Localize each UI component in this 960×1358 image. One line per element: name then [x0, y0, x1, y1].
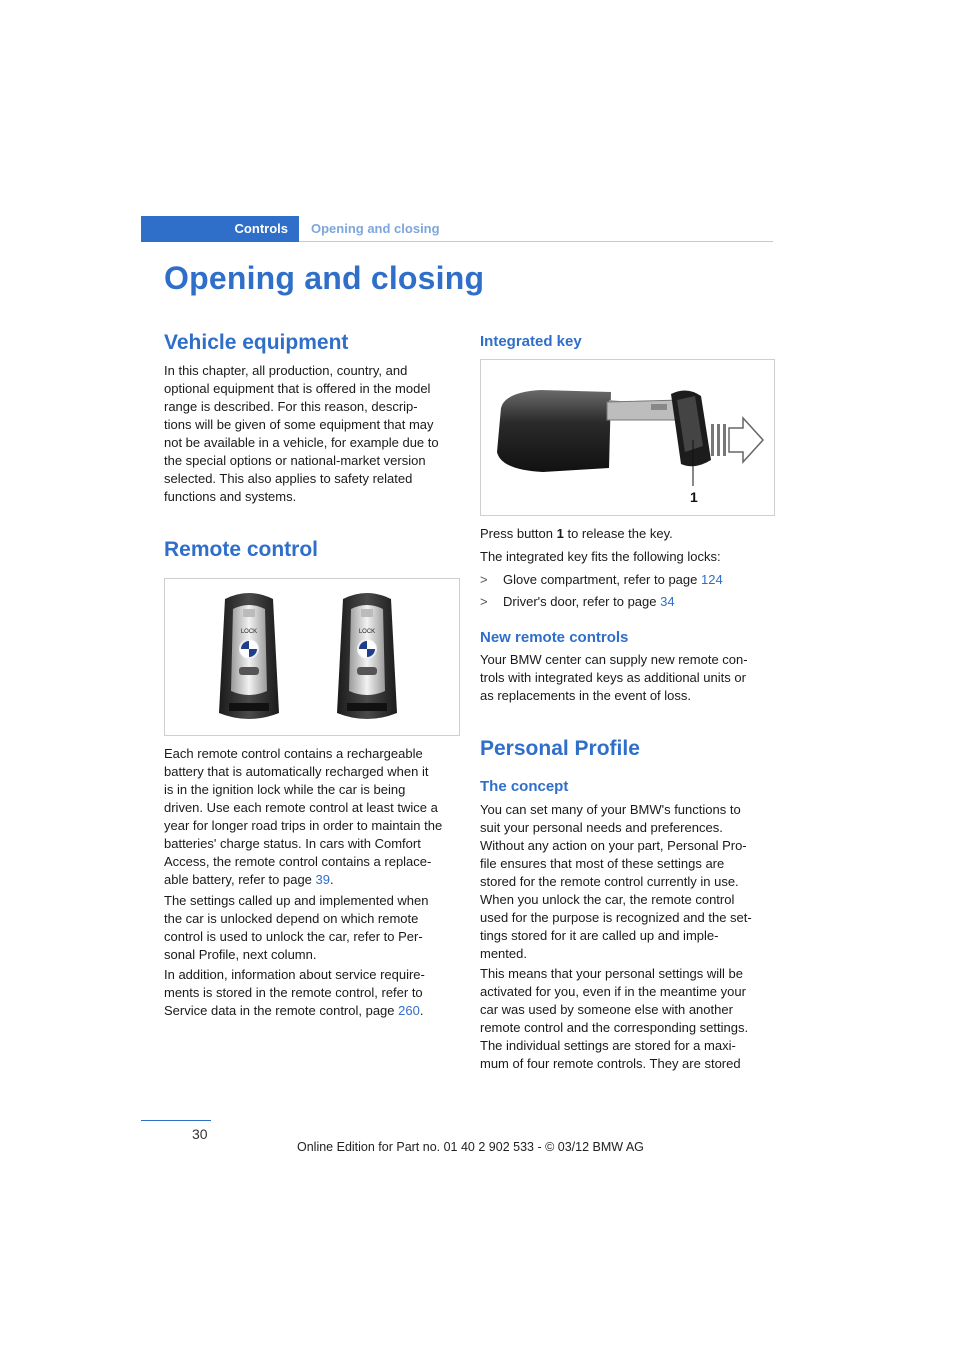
- heading-integrated-key: Integrated key: [480, 333, 582, 350]
- page-title: Opening and closing: [164, 260, 485, 296]
- concept-paragraph-2: This means that your personal settings will be activated for you, even if in the meantime your car was used by someone else with another remote control and the corresponding settings. The individual settings are stored for a maxi- mum of four remote controls. They are stored: [480, 966, 749, 1071]
- vehicle-equipment-paragraph: In this chapter, all production, country, and optional equipment that is offered in the model range is described. For this reason, descrip- tions will be given of some equipment that may not be available in a vehicle, for example due to the special options or national-market version selected. This also applies to safety related functions and systems.: [164, 363, 439, 504]
- integrated-key-figure: [480, 359, 775, 516]
- integrated-key-illustration: [481, 360, 774, 515]
- svg-text:LOCK: LOCK: [358, 629, 376, 635]
- concept-paragraph-1: You can set many of your BMW's functions to suit your personal needs and preferences. Without any action on your part, Personal Pro- file ensures that most of these settings are stored for the remote control currently in use. When you unlock the car, the remote control used for the purpose is recognized and the set- tings stored for it are called up and imple- mented.: [480, 802, 752, 961]
- heading-personal-profile: Personal Profile: [480, 737, 640, 760]
- remote-control-figure: [164, 578, 460, 736]
- footer-rule: [141, 1120, 211, 1121]
- heading-new-remote-controls: New remote controls: [480, 629, 629, 646]
- remote-control-paragraph-1: Each remote control contains a rechargeable battery that is automatically recharged when it is in the ignition lock while the car is being driven. Use each remote control at least twice a year for longer road trips in order to maintain the batteries' charge status. In cars with Comfort Access, the remote control contains a replace- able battery, refer to page 39.: [164, 746, 443, 887]
- remote-control-paragraph-3: In addition, information about service require- ments is stored in the remote control, refer to Service data in the remote control, page 260.: [164, 967, 425, 1018]
- release-arrow-icon: [711, 418, 763, 462]
- remote-control-illustration: [165, 579, 459, 735]
- page-link-124[interactable]: 124: [700, 572, 723, 587]
- callout-1: 1: [690, 489, 698, 505]
- page-link-39[interactable]: 39: [315, 872, 330, 887]
- page-number: 30: [192, 1126, 208, 1142]
- locks-intro: The integrated key fits the following locks:: [480, 549, 721, 564]
- heading-the-concept: The concept: [480, 778, 569, 795]
- page-link-34[interactable]: 34: [660, 594, 675, 609]
- page-link-260[interactable]: 260: [398, 1003, 420, 1018]
- heading-remote-control: Remote control: [164, 538, 319, 561]
- remote-right: [337, 593, 397, 719]
- new-remote-paragraph: Your BMW center can supply new remote con- trols with integrated keys as additional units or as replacements in the event of loss.: [480, 652, 748, 703]
- section-tab: Controls: [141, 216, 299, 242]
- running-header: [141, 216, 773, 242]
- press-button-instruction: Press button 1 to release the key.: [480, 526, 673, 541]
- heading-vehicle-equipment: Vehicle equipment: [164, 331, 349, 354]
- svg-text:LOCK: LOCK: [240, 629, 258, 635]
- remote-control-paragraph-2: The settings called up and implemented when the car is unlocked depend on which remote control is used to unlock the car, refer to Per- sonal Profile, next column.: [164, 893, 429, 962]
- header-rule: [299, 241, 773, 242]
- header-chapter-title: Opening and closing: [311, 221, 440, 236]
- remote-left: [219, 593, 279, 719]
- edition-footer: Online Edition for Part no. 01 40 2 902 533 - © 03/12 BMW AG: [297, 1140, 644, 1154]
